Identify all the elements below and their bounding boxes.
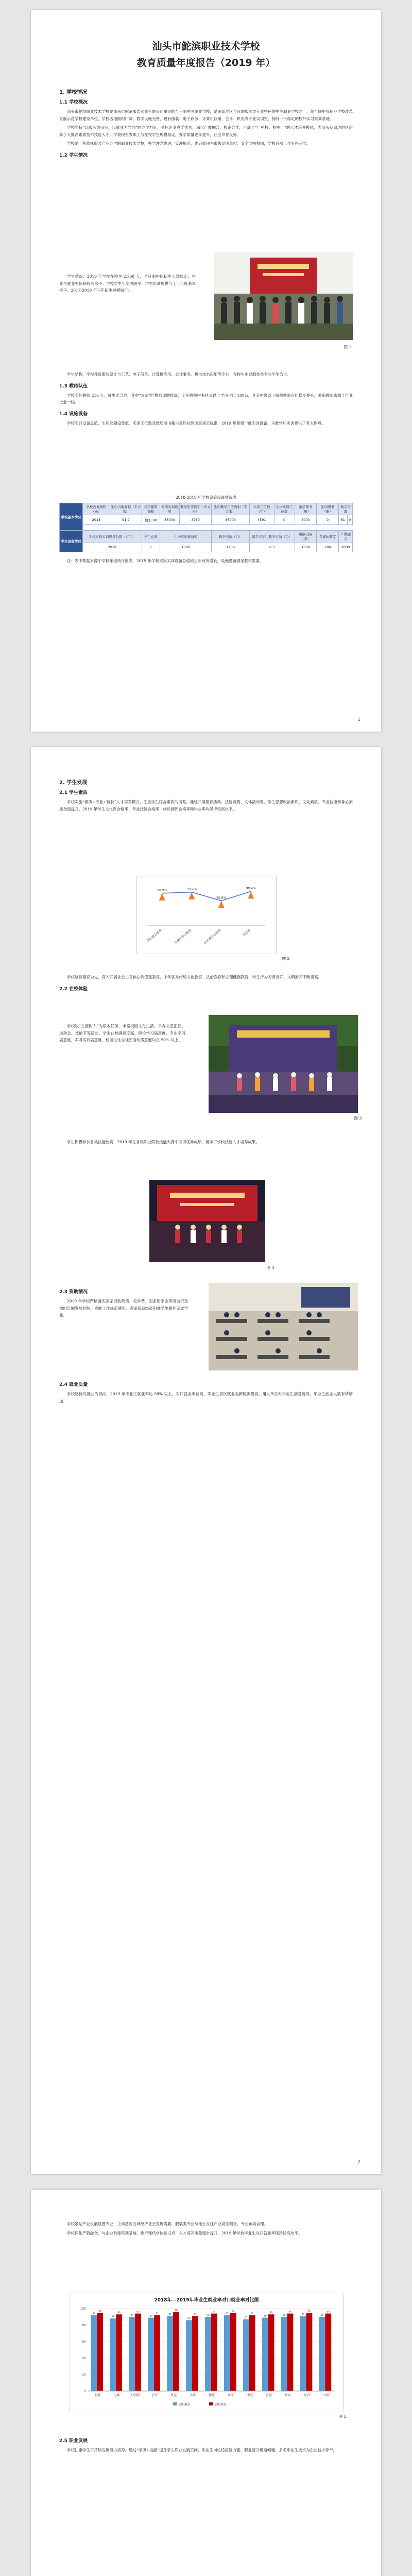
table-cell: 1000 bbox=[295, 543, 317, 552]
data-label: 94 bbox=[288, 2311, 292, 2314]
x-tick-label: 电商 bbox=[113, 2394, 120, 2397]
table-cell: 61 bbox=[339, 515, 347, 525]
table-header-cell: 校舍建筑面积 bbox=[142, 503, 160, 515]
table-cell: 0 bbox=[274, 515, 295, 525]
bar bbox=[135, 2314, 141, 2391]
subsection-heading: 2.2 在校体验 bbox=[59, 986, 88, 992]
paragraph: 学校坚持德育为先，深入开展社会主义核心价值观教育、中华优秀传统文化教育、法治教育和心理健康教育，学生行为习惯良好，文明素养不断提高。 bbox=[67, 975, 322, 979]
legend-swatch bbox=[209, 2402, 213, 2405]
data-label: 90 bbox=[207, 2314, 210, 2317]
data-label: 91 bbox=[168, 2313, 172, 2316]
bar bbox=[154, 2315, 160, 2391]
x-tick-label: 综合 bbox=[303, 2394, 310, 2397]
table-cell: 增加 90 bbox=[142, 515, 160, 525]
table-cell: 180 bbox=[317, 543, 339, 552]
data-label: 95 bbox=[307, 2310, 311, 2313]
school-title: 汕头市鮀滨职业技术学校 bbox=[152, 41, 260, 52]
series-line bbox=[162, 891, 251, 901]
table-header-cell: 生均实训设备值 bbox=[160, 531, 212, 543]
bar bbox=[268, 2314, 274, 2391]
data-label: 95 bbox=[231, 2310, 235, 2313]
subsection-heading: 2.1 学生素质 bbox=[59, 790, 88, 795]
data-label: 98.9% bbox=[157, 888, 167, 892]
paragraph: 2019 年学校严格落实国家资助政策，免学费、国家助学金等资助资金按时足额发放到位，资助工作规范透明，确保家庭经济困难学生顺利完成学业。 bbox=[59, 1299, 188, 1317]
data-label: 95 bbox=[98, 2310, 102, 2313]
bar bbox=[129, 2317, 135, 2391]
chart-caption: 图 2 bbox=[282, 956, 290, 961]
table-cell: 2019 bbox=[83, 543, 142, 552]
data-point bbox=[218, 901, 225, 908]
report-title: 教育质量年度报告（2019 年） bbox=[136, 57, 276, 69]
data-label: 92 bbox=[92, 2312, 96, 2315]
data-label: 96 bbox=[175, 2309, 178, 2312]
photo-caption: 图 1 bbox=[344, 345, 352, 349]
page-number: 2 bbox=[357, 2160, 360, 2165]
employment-bar-chart bbox=[70, 2293, 344, 2412]
paragraph: 学校深化产教融合，与企业共建实训基地，推行现代学徒制试点，人才培养质量稳步提升，2019 年学校毕业生对口就业率保持较高水平。 bbox=[67, 2230, 302, 2235]
bar bbox=[319, 2317, 325, 2391]
bar bbox=[306, 2313, 313, 2391]
table-cell: 3780 bbox=[179, 515, 211, 525]
data-label: 99.4% bbox=[246, 887, 256, 891]
table-cell: 36000 bbox=[212, 515, 249, 525]
paragraph: 学校专任教师 216 人，师生比合理，其中“双师型”教师比例较高，专任教师中本科及以上学历占比 100%，具有中级以上职称教师占比稳步提升，兼职教师来源于行业企业一线。 bbox=[59, 393, 353, 404]
data-label: 90 bbox=[320, 2314, 324, 2317]
data-label: 90 bbox=[130, 2314, 134, 2317]
page-number: 1 bbox=[357, 717, 360, 722]
y-tick-label: 100 bbox=[80, 2307, 86, 2311]
subsection-heading: 2.4 就业质量 bbox=[59, 1382, 88, 1387]
quality-line-chart bbox=[136, 876, 277, 954]
table-header-cell: 实训工位数（个） bbox=[249, 503, 274, 515]
paragraph: 学校坚持“以服务为宗旨，以就业为导向”的办学方针，依托企业办学优势，深化产教融合、校企合作，形成了“厂中校、校中厂”的人才培养模式，为汕头及周边地区培养了大批高素质技术技能人才。学校现有教职工与在校学生规模稳定，办学质量逐年提升，社会声誉良好。 bbox=[59, 125, 353, 137]
chart-caption: 图 5 bbox=[338, 2414, 347, 2419]
table-header-cell: 学校占地面积（亩） bbox=[83, 503, 110, 515]
table-cell: 0 bbox=[317, 515, 339, 525]
subsection-heading: 1.2 学生情况 bbox=[59, 152, 88, 158]
table-header-cell: 电脑设备（套） bbox=[295, 531, 317, 543]
table-note: 注：表中数据来源于学校年度统计报表，2019 年学校实验实训设备总值较上年有所增长，设施设备满足教学需要。 bbox=[67, 558, 264, 563]
paragraph: 学校是一所依托服装产业办学的职业技术学校，办学理念先进，管理规范，先后被评为市级文明单位、安全文明校园，学校各项工作有序开展。 bbox=[67, 141, 311, 146]
data-label: 91 bbox=[301, 2313, 305, 2316]
group-photo bbox=[214, 252, 353, 340]
x-tick-label: 旅游 bbox=[265, 2394, 272, 2397]
x-tick-label: 酒店 bbox=[284, 2394, 291, 2397]
x-tick-label: 会计 bbox=[151, 2394, 158, 2397]
table-cell: 2018 bbox=[83, 515, 110, 525]
bar bbox=[262, 2318, 268, 2391]
data-point bbox=[188, 892, 195, 900]
table-header-cell: 数字资源 bbox=[339, 503, 353, 515]
x-tick-label: 商务 bbox=[227, 2394, 234, 2397]
data-label: 94 bbox=[327, 2311, 330, 2314]
table-cell: 2000 bbox=[339, 543, 353, 552]
bar bbox=[287, 2314, 294, 2391]
legend-label: 2019年 bbox=[215, 2402, 227, 2406]
bar bbox=[325, 2314, 331, 2391]
photo-caption: 图 4 bbox=[266, 1265, 274, 1270]
table-header-cell: 教学用房面积（平方米） bbox=[179, 503, 211, 515]
subsection-heading: 2.5 职业发展 bbox=[59, 2438, 88, 2444]
data-label: 99.2% bbox=[186, 887, 197, 891]
table-header-cell: 生均图书（册） bbox=[317, 503, 339, 515]
bar bbox=[300, 2316, 306, 2391]
report-page-3 bbox=[31, 2190, 381, 2576]
data-label: 89 bbox=[149, 2315, 153, 2318]
subsection-heading: 1.1 学校概况 bbox=[59, 100, 88, 105]
table-header-cell: 产教融合 bbox=[339, 531, 353, 543]
stage-performance-photo bbox=[209, 1015, 358, 1113]
table-group-label: 学校基本情况 bbox=[60, 503, 83, 531]
tick-label: 专业技能合格率 bbox=[173, 928, 193, 945]
x-tick-label: 计算机 bbox=[131, 2394, 141, 2397]
table-cell: 36000 bbox=[160, 515, 180, 525]
y-tick-label: 60 bbox=[82, 2340, 86, 2344]
chart-title: 2018年—2019年毕业生就业率对口就业率对比图 bbox=[154, 2298, 259, 2303]
subsection-heading: 2.3 资助情况 bbox=[59, 1290, 88, 1295]
bar bbox=[192, 2316, 198, 2391]
legend-swatch bbox=[173, 2402, 177, 2405]
table-header-cell: 学校实验实训设备总值（万元） bbox=[83, 531, 142, 543]
classroom-photo bbox=[209, 1283, 358, 1370]
y-tick-label: 80 bbox=[82, 2324, 86, 2327]
bar bbox=[281, 2317, 287, 2391]
bar bbox=[148, 2318, 154, 2391]
bar bbox=[224, 2315, 230, 2391]
table-header-cell: 专用实训场所 bbox=[160, 503, 180, 515]
data-label: 91 bbox=[194, 2313, 197, 2316]
data-label: 92 bbox=[156, 2312, 159, 2315]
section-heading: 2. 学生发展 bbox=[59, 780, 88, 786]
data-label: 96.8% bbox=[216, 896, 227, 900]
bar bbox=[97, 2313, 103, 2391]
table-cell: 1700 bbox=[212, 543, 249, 552]
data-label: 92 bbox=[226, 2312, 229, 2315]
bar bbox=[205, 2317, 211, 2391]
data-label: 87 bbox=[244, 2316, 248, 2319]
tick-label: 文化课合格率 bbox=[146, 928, 163, 943]
photo-caption: 图 3 bbox=[354, 1116, 362, 1121]
paragraph: 学校注重学生可持续发展能力培养，通过“学历+技能”提升学生职业发展空间，毕业生岗位适应能力强，职业晋升通道畅通，多名毕业生成长为企业技术骨干。 bbox=[67, 2448, 337, 2452]
x-tick-label: 平均 bbox=[322, 2394, 329, 2397]
x-tick-label: 美术 bbox=[190, 2394, 196, 2397]
table-header-cell: 教学电脑（台） bbox=[212, 531, 249, 543]
table-header-cell: 生均占地面积（平方米） bbox=[110, 503, 142, 515]
table-cell: 4000 bbox=[295, 515, 317, 525]
data-label: 94 bbox=[212, 2311, 216, 2314]
table-cell: 4591 bbox=[249, 515, 274, 525]
bar bbox=[116, 2314, 122, 2391]
bar bbox=[173, 2312, 179, 2391]
tick-label: 毕业率 bbox=[242, 928, 252, 938]
data-label: 86 bbox=[187, 2317, 191, 2320]
table-header-cell: 学生总数 bbox=[142, 531, 160, 543]
report-page-2 bbox=[31, 747, 381, 2174]
paragraph: 学校实训设备总值、生均仪器设备值、实训工位数及纸质图书藏书量均达到国家规定标准，2019 年新增一批实训设备，为教学和实训提供了有力保障。 bbox=[67, 420, 325, 426]
table-header-cell: 多媒体教室 bbox=[317, 531, 339, 543]
data-label: 89 bbox=[263, 2315, 267, 2318]
y-tick-label: 40 bbox=[82, 2357, 86, 2360]
table-header-cell: 每百名学生教学电脑（台） bbox=[249, 531, 295, 543]
bar bbox=[243, 2319, 249, 2391]
data-label: 88 bbox=[111, 2316, 115, 2319]
paragraph: 学校以“立德树人”为根本任务，丰富校园文化生活，举办文艺汇演、运动会、技能节等活动，学生在校满意度高，理论学习满意度、专业学习满意度、实习实训满意度、校园文化与社团活动满意度均在 90% 以上。 bbox=[59, 1024, 185, 1042]
data-label: 93 bbox=[117, 2312, 121, 2315]
data-point bbox=[159, 893, 165, 901]
paragraph: 汕头市鮀滨职业技术学校是汕头市鮀滨服装实业有限公司举办的全日制中等职业学校，是潮汕地区全日制服装类专业特色的中等职业学校之一，是全国中等职业学校改革发展示范学校建设单位，学校占地面积广阔，教学设施完善，建有服装、电子商务、计算机应用、会计、机电等专业实训室，拥有一批稳定的校外实习实训基地。 bbox=[59, 109, 353, 121]
bar bbox=[91, 2315, 97, 2391]
data-label: 92 bbox=[250, 2312, 254, 2315]
x-tick-label: 机电 bbox=[170, 2394, 177, 2397]
x-tick-label: 物流 bbox=[208, 2394, 215, 2397]
data-label: 93 bbox=[269, 2312, 273, 2315]
table-caption: 2018-2019 年学校设施设备情况表 bbox=[175, 495, 237, 500]
bar bbox=[249, 2315, 255, 2391]
paragraph: 学生情况：2019 年学校在校生 2,758 人，全日制中职招生人数稳定，毕业生就业率保持较高水平。学校学生年度巩固率、学生培训规模与上一年度基本持平，2017-2019 年三年招生规模如下： bbox=[59, 274, 196, 293]
paragraph: 学生结构：学校开设服装设计与工艺、电子商务、计算机应用、会计事务、机电技术应用等专业，在校生中以服装类专业学生为主。 bbox=[67, 372, 291, 377]
bar bbox=[167, 2316, 173, 2391]
data-label: 90 bbox=[282, 2314, 286, 2317]
bar bbox=[230, 2313, 236, 2391]
subsection-heading: 1.4 设施设备 bbox=[59, 411, 88, 417]
bar bbox=[186, 2320, 192, 2391]
table-cell: 1000 bbox=[160, 543, 212, 552]
table-cell: 1 bbox=[142, 543, 160, 552]
section-heading: 1. 学校情况 bbox=[59, 90, 88, 95]
table-cell: 0 bbox=[347, 515, 353, 525]
data-label: 94 bbox=[136, 2311, 140, 2314]
bar bbox=[211, 2314, 217, 2391]
table-cell: 0.3 bbox=[249, 543, 295, 552]
paragraph: 学校坚持以就业为导向，2019 年毕业生就业率达 98% 以上，对口就业率较高，毕业生初次就业起薪稳步提高，用人单位对毕业生满意度高，毕业生创业人数有所增加。 bbox=[59, 1392, 353, 1403]
facility-table bbox=[59, 503, 353, 552]
paragraph: 学校紧贴产业发展设置专业，主动适应区域经济社会发展需要，服装类专业与地方支柱产业高度契合，专业布局合理。 bbox=[67, 2222, 268, 2226]
y-tick-label: 0 bbox=[84, 2389, 86, 2393]
table-header-cell: 生均实训工位数 bbox=[274, 503, 295, 515]
subsection-heading: 1.3 教师队伍 bbox=[59, 383, 88, 389]
x-tick-label: 动漫 bbox=[246, 2394, 253, 2397]
table-header-cell: 生均教学用房面积（平方米） bbox=[212, 503, 249, 515]
paragraph: 学校实施“素质+专业+特长”人才培养模式，注重学生综合素质的培养，通过开展德育活动、技能竞赛、文体活动等，学生思想政治素质、文化素质、专业技能和身心素质全面提升。2019 年学生文化课合格率、专业技能合格率、体质测评合格率和毕业率均保持较高水平。 bbox=[59, 800, 353, 811]
x-tick-label: 服装 bbox=[94, 2394, 101, 2397]
table-cell: 91.9 bbox=[110, 515, 142, 525]
table-header-cell: 纸质图书（册） bbox=[295, 503, 317, 515]
bar bbox=[110, 2318, 116, 2391]
award-ceremony-photo bbox=[149, 1180, 265, 1262]
table-group-label: 学生设备情况 bbox=[60, 531, 83, 552]
legend-label: 2018年 bbox=[179, 2402, 191, 2406]
tick-label: 体质测评合格率 bbox=[203, 928, 222, 945]
report-page-1 bbox=[31, 10, 381, 732]
paragraph: 学生积极参加各类技能比赛，2019 年在各级职业院校技能大赛中取得优异成绩，展示了学校技能人才培养成果。 bbox=[67, 1140, 260, 1144]
y-tick-label: 20 bbox=[82, 2373, 86, 2377]
